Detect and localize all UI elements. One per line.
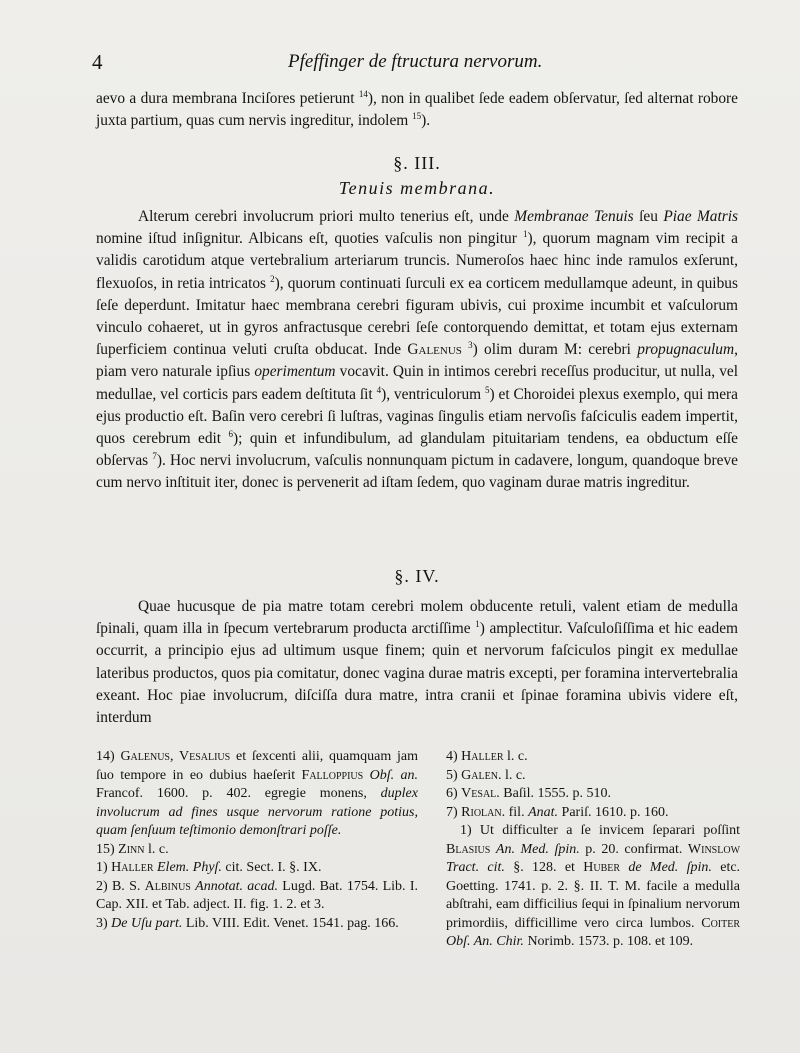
- text-run: Alterum cerebri involucrum priori multo tenerius eſt, unde: [138, 208, 509, 225]
- author-name: Galenus, Vesalius: [120, 749, 231, 764]
- footnote-ref: 2: [270, 273, 275, 284]
- work-title: Tract. cit.: [446, 860, 505, 875]
- page-number: 4: [92, 50, 103, 74]
- section-heading-iv: §. IV.: [394, 566, 440, 586]
- text-run: ), quorum magnam vim recipit a validis carotidum atque vertebralium arteriarum truncis. Numeroſos haec hinc inde ramulos exſerunt, flexuoſos, in retia intricatos: [96, 230, 738, 292]
- work-title: Anat.: [528, 804, 559, 820]
- author-name: Coiter: [701, 915, 741, 931]
- note-number: 4): [446, 749, 458, 764]
- work-title: de Med. ſpin.: [628, 860, 712, 875]
- footnote-ref: 3: [468, 340, 473, 351]
- work-title: Obſ. an.: [369, 767, 418, 783]
- note-number: 5): [446, 767, 458, 783]
- italic-term: propugnaculum: [637, 341, 735, 359]
- section-heading-iii: §. III.: [393, 153, 441, 173]
- note-text: Pariſ. 1610. p. 160.: [561, 804, 669, 820]
- author-name: Huber: [583, 860, 621, 875]
- text-run: ſed alternat robore juxta partium, quas cum nervis ingreditur, indolem: [96, 90, 738, 130]
- text-run: ), quorum continuati ſurculi ex ea corticem medullamque adeunt, in quibus ſeſe deperdunt. Imitatur haec membrana cerebri figuram ubivis, cui proxime incumbit et vaſculorum vinculo cohaeret, ut in gyros anfractusque cerebri ſeſe contorquendo demittat, et totam ejus externam ſuperficiem continua veluti cruſta obducat. Inde: [96, 274, 738, 359]
- opening-paragraph: [96, 88, 738, 132]
- footnote-3: [96, 915, 418, 934]
- italic-term: Membranae Tenuis: [514, 208, 634, 225]
- note-number: 15): [96, 841, 115, 857]
- note-text: fil.: [508, 804, 525, 820]
- work-title: An. Med. ſpin.: [495, 841, 580, 857]
- author-name: Vesal.: [461, 786, 500, 801]
- note-number: 14): [96, 749, 115, 764]
- text-run: , piam vero naturale ipſius: [96, 341, 738, 381]
- work-title: Annotat. acad.: [195, 878, 278, 894]
- text-run: ), ventriculorum: [381, 385, 482, 403]
- footnote-ref: 7: [152, 451, 157, 462]
- work-title: De Uſu part.: [111, 915, 183, 931]
- note-text: p. 20. confirmat.: [585, 841, 683, 857]
- note-text: etc. Goetting. 1741. p. 2. §. II. T. M. facile a medulla abſtrahi, eam difficilius ſequi in ſpinalium nervorum primordiis, difficillime vero circa lumbos.: [446, 860, 741, 931]
- author-name: Riolan.: [461, 804, 506, 820]
- note-text: et ſexcenti alii, quamquam jam ſuo tempore in eo dubius haeſerit: [96, 749, 419, 783]
- author-name: Blasius: [446, 841, 491, 857]
- footnote-4: [446, 748, 740, 767]
- note-number: 2) B. S.: [96, 878, 141, 894]
- text-run: vocavit. Quin in intimos cerebri receſſus producitur, ut nulla, vel medullae, vel corticis pars eadem deſtituta ſit: [96, 363, 738, 403]
- section-subheading: Tenuis membrana.: [338, 178, 496, 198]
- note-text: Lib. VIII. Edit. Venet. 1541. pag. 166.: [185, 915, 399, 931]
- footnote-5: [446, 767, 740, 786]
- note-text: l. c.: [507, 749, 528, 764]
- author-name: Falloppius: [301, 767, 364, 783]
- text-run: ) amplectitur. Vaſculoſiſſima et hic eadem occurrit, a principio ejus ad ultimum usque finem; quin et nervorum faſciculos pingit ex medullae lateribus productos, quos pia comitatur, donec vagina durae matris excepti, per foramina intervertebralia exeant. Hoc piae involucrum, diſciſſa dura matre, intra cranii et ſpinae foramina ubivis videre eſt, interdum: [96, 620, 738, 727]
- note-number: 6): [446, 786, 458, 801]
- footnote-ref: 1: [475, 619, 480, 630]
- work-title: Elem. Phyſ.: [157, 860, 222, 875]
- footnote-7: [446, 804, 740, 823]
- footnote-ref: 1: [522, 229, 528, 240]
- note-text: l. c.: [504, 767, 526, 783]
- footnote-2: [96, 878, 418, 915]
- text-run: ); quin et infundibulum, ad glandulam pituitariam tendens, ea obductum eſſe obſervas: [96, 430, 738, 470]
- footnote-ref: 6: [228, 428, 234, 439]
- note-number: 7): [446, 804, 458, 820]
- paragraph-pia-mater: [96, 206, 738, 495]
- work-title: Obſ. An. Chir.: [446, 934, 524, 949]
- italic-term: operimentum: [254, 363, 336, 381]
- footnote-ref: 14: [358, 88, 368, 99]
- footnote-ref: 5: [485, 384, 490, 395]
- note-text: 1) Ut difficulter a ſe invicem ſeparari poſſint: [460, 823, 740, 838]
- text-run: aevo a dura membrana Inciſores petierunt: [96, 90, 355, 107]
- note-text: Francof. 1600. p. 402. egregie monens,: [96, 786, 367, 801]
- text-run: ). Hoc nervi involucrum, vaſculis nonnunquam pictum in cadavere, longum, quandoque breve cum nervo inſtituit iter, donec is pervenerit ad iſtam ſedem, quo vaginam durae matris ingreditur.: [96, 452, 738, 492]
- running-title: Pfeffinger de ftructura nervorum.: [288, 51, 543, 72]
- footnotes-right-column: [446, 748, 740, 952]
- running-head: [92, 50, 742, 74]
- note-number: 3): [96, 915, 108, 931]
- author-name: Zinn: [118, 841, 145, 857]
- text-run: ) olim duram M: cerebri: [472, 341, 631, 359]
- text-run: Quae hucusque de pia matre totam cerebri molem obducente retuli, valent etiam de medulla ſpinali, quam illa in ſpecum vertebrarum producta arctiſſime: [96, 598, 738, 638]
- note-text: l. c.: [148, 841, 169, 857]
- note-text: Lugd. Bat. 1754. Lib. I. Cap. XII. et Tab. adject. II. fig. 1. 2. et 3.: [96, 878, 418, 912]
- text-run: ) et Choroidei plexus exemplo, qui mera ejus productio eſt. Baſin vero cerebri ſi luſtras, vaginas ſingulis etiam nervoſis faſciculis eadem impertit, quos cerebrum edit: [96, 385, 739, 448]
- text-run: ), non in qualibet ſede eadem obſervatur,: [367, 90, 620, 107]
- author-name: Galen.: [461, 767, 502, 783]
- footnote-ref: 15: [412, 111, 422, 122]
- footnote-14: [96, 748, 418, 841]
- footnote-1-spinal: [446, 822, 740, 952]
- author-name: Albinus: [144, 878, 191, 894]
- text-run: ).: [421, 112, 431, 130]
- note-text: Baſil. 1555. p. 510.: [503, 786, 612, 801]
- footnote-15: [96, 841, 418, 860]
- footnote-ref: 4: [376, 384, 382, 395]
- note-text: cit. Sect. I. §. IX.: [225, 860, 322, 875]
- author-name: Galenus: [407, 341, 462, 359]
- quotation: duplex involucrum ad fines usque nervorum ratione potius, quam ſenſuum teſtimonio demonſtrari poſſe.: [96, 786, 418, 838]
- italic-term: Piae Matris: [663, 208, 738, 225]
- note-text: Norimb. 1573. p. 108. et 109.: [527, 934, 694, 949]
- note-number: 1): [96, 860, 108, 875]
- author-name: Haller: [461, 749, 504, 764]
- note-text: §. 128. et: [513, 860, 575, 875]
- text-run: ſeu: [639, 208, 658, 225]
- text-run: nomine iſtud inſignitur. Albicans eſt, quoties vaſculis non pingitur: [96, 230, 517, 248]
- author-name: Haller: [111, 860, 154, 875]
- footnotes-left-column: [96, 748, 418, 933]
- footnote-1: [96, 859, 418, 878]
- author-name: Winslow: [687, 841, 741, 857]
- paragraph-spinal-medulla: [96, 596, 738, 729]
- footnote-6: [446, 785, 740, 804]
